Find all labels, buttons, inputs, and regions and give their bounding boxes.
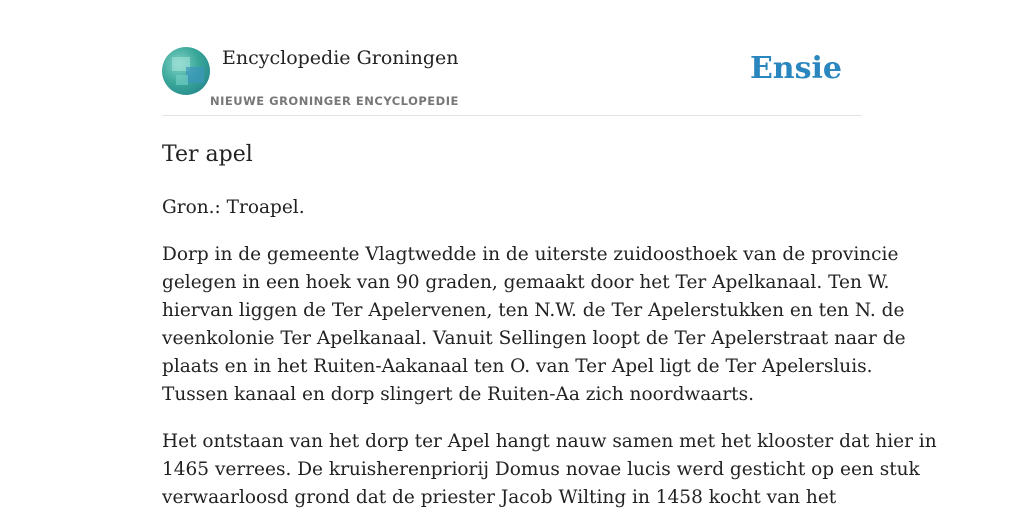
brand-logo[interactable]: Ensie [749,51,842,86]
article-paragraph-1 [162,241,906,409]
text-line: verwaarloosd grond dat de priester Jacob Wilting in 1458 kocht van het [162,487,837,508]
encyclopedia-logo-icon[interactable] [162,47,210,95]
article-paragraph-2 [162,428,937,512]
text-line: gelegen in een hoek van 90 graden, gemaakt door het Ter Apelkanaal. Ten W. [162,272,890,293]
article-content [162,194,937,512]
text-line: Dorp in de gemeente Vlagtwedde in de uiterste zuidoosthoek van de provincie [162,244,899,265]
site-title[interactable]: Encyclopedie Groningen [222,47,459,69]
site-subtitle: NIEUWE GRONINGER ENCYCLOPEDIE [210,94,459,108]
page [162,0,937,512]
article-title: Ter apel [162,142,253,167]
logo-tile [186,67,204,83]
text-line: hiervan liggen de Ter Apelervenen, ten N.W. de Ter Apelerstukken en ten N. de [162,300,905,321]
logo-tile [176,75,188,85]
text-line: veenkolonie Ter Apelkanaal. Vanuit Sellingen loopt de Ter Apelerstraat naar de [162,328,906,349]
article-alias: Gron.: Troapel. [162,197,305,218]
text-line: Tussen kanaal en dorp slingert de Ruiten-Aa zich noordwaarts. [162,384,754,405]
text-line: Het ontstaan van het dorp ter Apel hangt nauw samen met het klooster dat hier in [162,431,937,452]
text-line: plaats en in het Ruiten-Aakanaal ten O. van Ter Apel ligt de Ter Apelersluis. [162,356,873,377]
site-header [162,0,862,116]
text-line: 1465 verrees. De kruisherenpriorij Domus novae lucis werd gesticht op een stuk [162,459,920,480]
